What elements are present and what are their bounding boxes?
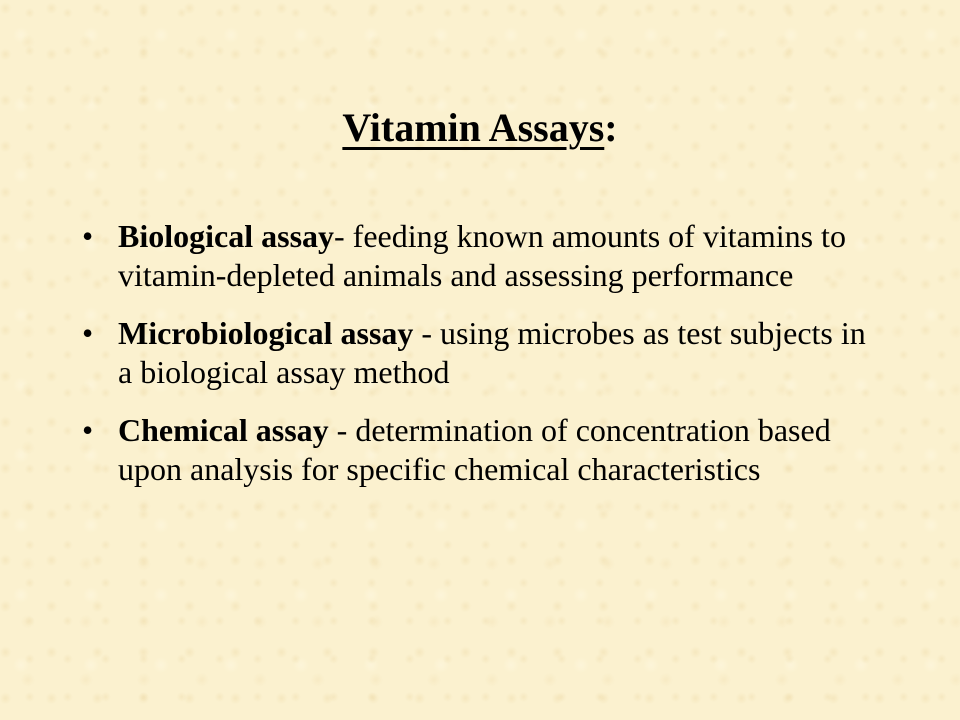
bullet-dot-icon: • <box>82 315 94 351</box>
bullet-text: - feeding known amounts of vitamins to vitamin-depleted animals and assessing performance <box>118 218 846 293</box>
bullet-term: Chemical assay <box>118 412 329 448</box>
bullet-item-chemical-assay <box>82 411 882 489</box>
bullet-dot-icon: • <box>82 412 94 448</box>
slide-title <box>0 100 960 156</box>
bullet-item-microbiological-assay <box>82 314 882 392</box>
slide-title-colon: : <box>604 105 618 150</box>
bullet-text: - using microbes as test subjects in a biological assay method <box>118 315 866 390</box>
bullet-dot-icon: • <box>82 218 94 254</box>
bullet-term: Biological assay <box>118 218 335 254</box>
bullet-list <box>82 217 882 508</box>
bullet-item-biological-assay <box>82 217 882 295</box>
bullet-text: - determination of concentration based upon analysis for specific chemical characteristics <box>118 412 831 487</box>
bullet-term: Microbiological assay <box>118 315 414 351</box>
slide-title-text: Vitamin Assays <box>342 105 605 150</box>
